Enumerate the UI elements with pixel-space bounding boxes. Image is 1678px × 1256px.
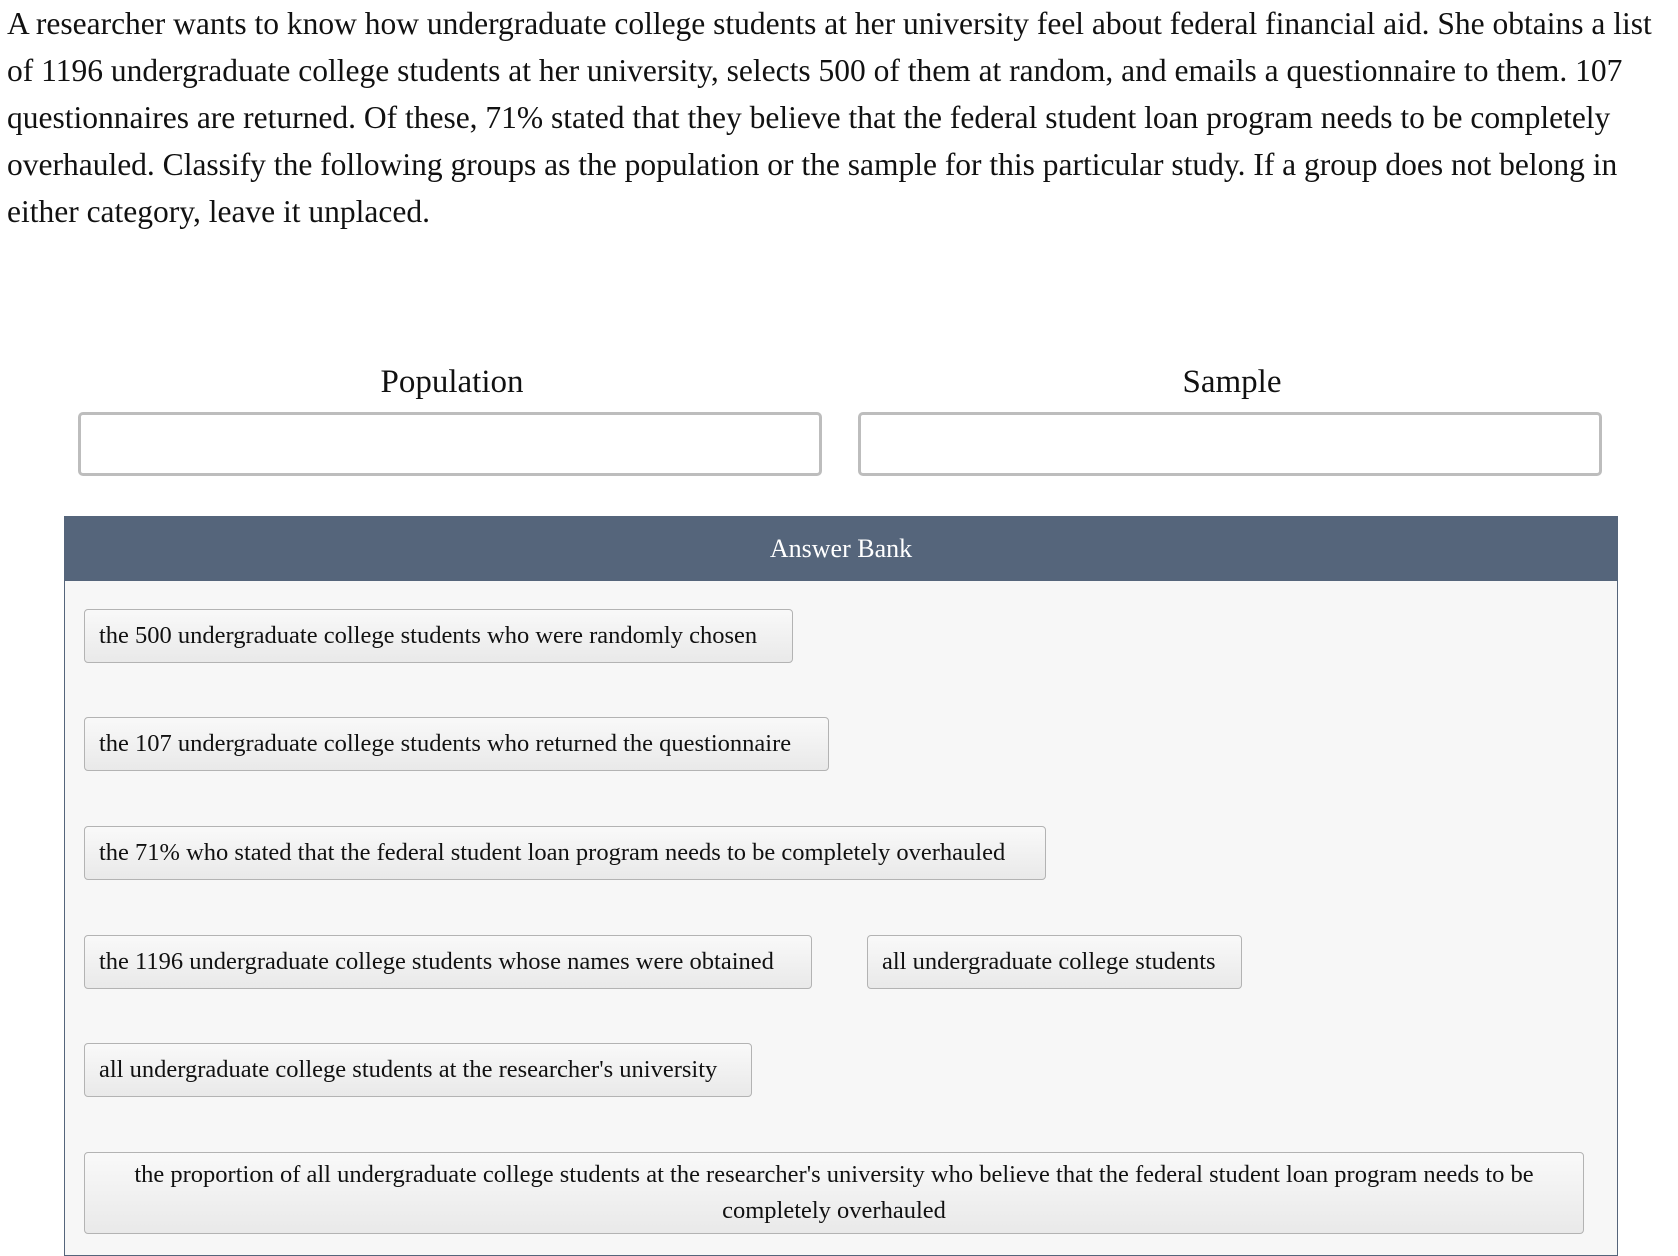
answer-bank: [64, 516, 1618, 1256]
answer-chip-500-chosen[interactable]: the 500 undergraduate college students who were randomly chosen: [84, 609, 793, 663]
answer-chip-all-at-university[interactable]: all undergraduate college students at the researcher's university: [84, 1043, 752, 1097]
sample-drop-zone[interactable]: [858, 412, 1602, 476]
answer-chip-all-students[interactable]: all undergraduate college students: [867, 935, 1242, 989]
population-label: Population: [380, 364, 524, 400]
answer-chip-1196-obtained[interactable]: the 1196 undergraduate college students whose names were obtained: [84, 935, 812, 989]
population-drop-zone[interactable]: [78, 412, 822, 476]
answer-chip-71-percent[interactable]: the 71% who stated that the federal student loan program needs to be completely overhauled: [84, 826, 1046, 880]
answer-bank-header: Answer Bank: [65, 517, 1617, 581]
sample-label: Sample: [1182, 364, 1282, 400]
answer-chip-107-returned[interactable]: the 107 undergraduate college students who returned the questionnaire: [84, 717, 829, 771]
answer-chip-proportion[interactable]: the proportion of all undergraduate college students at the researcher's university who believe that the federal student loan program needs to be completely overhauled: [84, 1152, 1584, 1234]
question-text: A researcher wants to know how undergraduate college students at her university feel about federal financial aid. She obtains a list of 1196 undergraduate college students at her university, selects 500 of them at random, and emails a questionnaire to them. 107 questionnaires are returned. Of these, 71% stated that they believe that the federal student loan program needs to be completely overhauled. Classify the following groups as the population or the sample for this particular study. If a group does not belong in either category, leave it unplaced.: [7, 6, 1652, 229]
